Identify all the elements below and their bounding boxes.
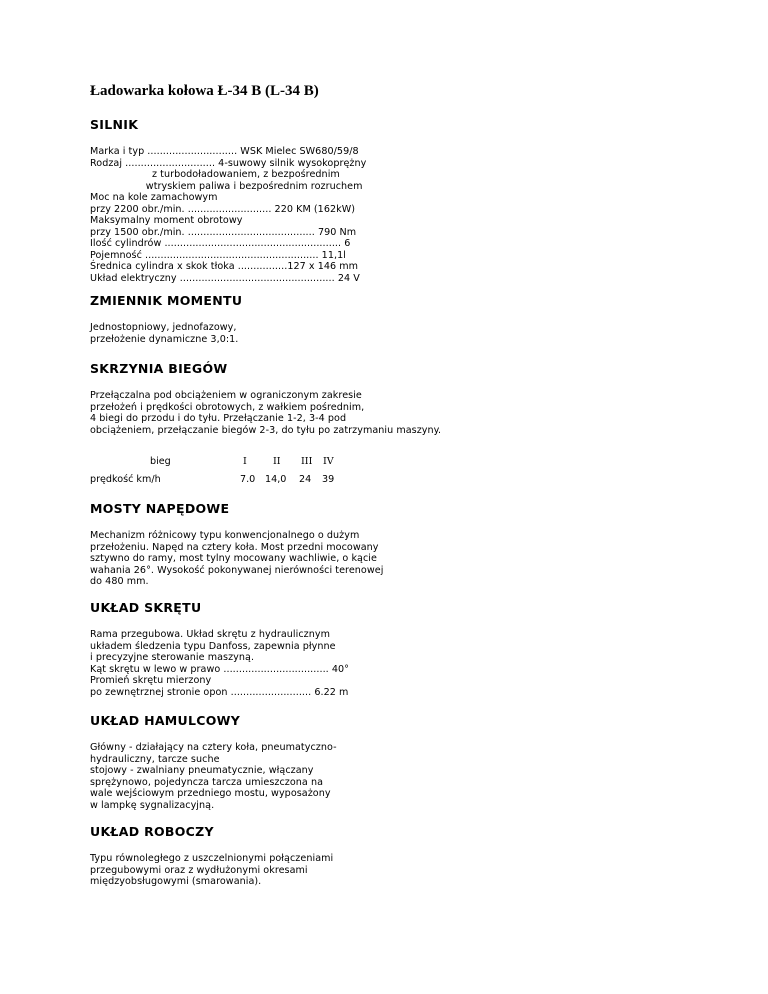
- speed-value: 24: [299, 474, 312, 485]
- gear-header-label: bieg: [150, 456, 171, 467]
- section-hamulcowy: [90, 713, 730, 811]
- gear-number: IV: [323, 456, 334, 467]
- section-body-zmiennik: Jednostopniowy, jednofazowy, przełożenie dynamiczne 3,0:1.: [90, 322, 239, 345]
- section-roboczy: [90, 824, 730, 888]
- section-heading-skret: UKŁAD SKRĘTU: [90, 600, 202, 615]
- speed-value: 14,0: [265, 474, 287, 485]
- section-heading-hamulcowy: UKŁAD HAMULCOWY: [90, 713, 241, 728]
- gear-number: II: [273, 456, 281, 467]
- section-silnik: [90, 117, 730, 284]
- section-body-roboczy: Typu równoległego z uszczelnionymi połączeniami przegubowymi oraz z wydłużonymi okresami międzyobsługowymi (smarowania).: [90, 853, 334, 887]
- section-heading-silnik: SILNIK: [90, 117, 139, 132]
- gear-number: I: [243, 456, 247, 467]
- section-body-silnik: Marka i typ ............................. WSK Mielec SW680/59/8 Rodzaj ............................. 4-suwowy silnik wysokoprężny z turbodoładowaniem, z bezpośrednim wtryskiem paliwa i bezpośrednim rozruchem Moc na kole zamachowym przy 2200 obr./min. ........................... 220 KM (162kW) Maksymalny moment obrotowy przy 1500 obr./min. ......................................... 790 Nm Ilość cylindrów ......................................................... 6 Pojemność ........................................................ 11,1l Średnica cylindra x skok tłoka ................127 x 146 mm Układ elektryczny .................................................. 24 V: [90, 146, 367, 284]
- gear-number: III: [301, 456, 313, 467]
- section-zmiennik: [90, 293, 730, 345]
- section-body-skret: Rama przegubowa. Układ skrętu z hydraulicznym układem śledzenia typu Danfoss, zapewnia płynne i precyzyjne sterowanie maszyną. Kąt skrętu w lewo w prawo .................................. 40° Promień skrętu mierzony po zewnętrznej stronie opon .......................... 6.22 m: [90, 629, 350, 698]
- section-heading-mosty: MOSTY NAPĘDOWE: [90, 501, 230, 516]
- section-body-mosty: Mechanizm różnicowy typu konwencjonalnego o dużym przełożeniu. Napęd na cztery koła. Most przedni mocowany sztywno do ramy, most tylny mocowany wachliwie, o kącie wahania 26°. Wysokość pokonywanej nierówności terenowej do 480 mm.: [90, 530, 384, 587]
- section-body-skrzynia: Przełączalna pod obciążeniem w ograniczonym zakresie przełożeń i prędkości obrotowych, z wałkiem pośrednim, 4 biegi do przodu i do tyłu. Przełączanie 1-2, 3-4 pod obciążeniem, przełączanie biegów 2-3, do tyłu po zatrzymaniu maszyny.: [90, 390, 442, 436]
- section-skrzynia: [90, 361, 730, 436]
- section-heading-roboczy: UKŁAD ROBOCZY: [90, 824, 214, 839]
- page-title: Ładowarka kołowa Ł-34 B (L-34 B): [90, 83, 319, 99]
- speed-row-label: prędkość km/h: [90, 474, 161, 485]
- section-heading-zmiennik: ZMIENNIK MOMENTU: [90, 293, 243, 308]
- speed-value: 7.0: [240, 474, 256, 485]
- section-skret: [90, 600, 730, 698]
- section-mosty: [90, 501, 730, 588]
- speed-value: 39: [322, 474, 335, 485]
- section-heading-skrzynia: SKRZYNIA BIEGÓW: [90, 361, 228, 376]
- section-body-hamulcowy: Główny - działający na cztery koła, pneumatyczno- hydrauliczny, tarcze suche stojowy - zwalniany pneumatycznie, włączany sprężynowo, pojedyncza tarcza umieszczona na wale wejściowym przedniego mostu, wyposażony w lampkę sygnalizacyjną.: [90, 742, 337, 811]
